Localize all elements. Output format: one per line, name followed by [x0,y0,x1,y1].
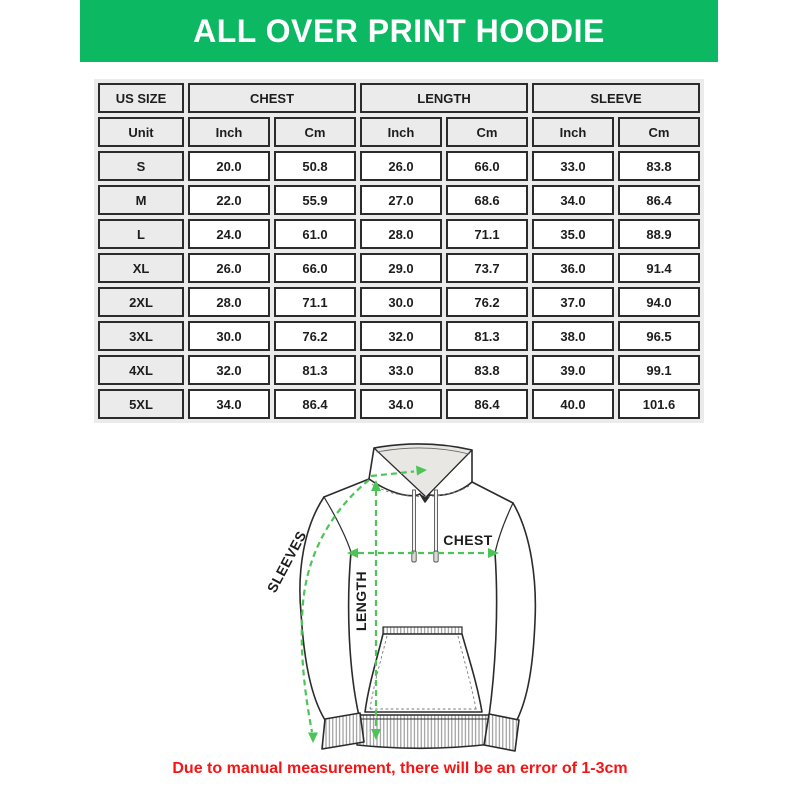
value-cell: 83.8 [618,151,700,181]
value-cell: 34.0 [360,389,442,419]
value-cell: 24.0 [188,219,270,249]
size-cell: 4XL [98,355,184,385]
value-cell: 68.6 [446,185,528,215]
value-cell: 36.0 [532,253,614,283]
size-table [94,79,704,423]
hem-and-cuffs [322,713,519,751]
table-row [98,389,700,419]
value-cell: 22.0 [188,185,270,215]
value-cell: 33.0 [532,151,614,181]
pocket [365,627,482,712]
value-cell: 71.1 [274,287,356,317]
value-cell: 38.0 [532,321,614,351]
unit-header-row [98,117,700,147]
header-us-size: US SIZE [98,83,184,113]
value-cell: 20.0 [188,151,270,181]
value-cell: 27.0 [360,185,442,215]
sleeves-label: SLEEVES [263,528,310,596]
size-cell: L [98,219,184,249]
size-cell: S [98,151,184,181]
value-cell: 86.4 [618,185,700,215]
value-cell: 28.0 [188,287,270,317]
header-length: LENGTH [360,83,528,113]
value-cell: 30.0 [188,321,270,351]
size-cell: XL [98,253,184,283]
value-cell: 33.0 [360,355,442,385]
measurement-note: Due to manual measurement, there will be an error of 1-3cm [172,760,628,777]
value-cell: 39.0 [532,355,614,385]
header-inch-chest: Inch [188,117,270,147]
hoodie-diagram [250,433,550,763]
value-cell: 76.2 [274,321,356,351]
size-cell: 5XL [98,389,184,419]
value-cell: 101.6 [618,389,700,419]
value-cell: 81.3 [446,321,528,351]
value-cell: 30.0 [360,287,442,317]
value-cell: 28.0 [360,219,442,249]
value-cell: 32.0 [188,355,270,385]
table-row [98,321,700,351]
value-cell: 26.0 [360,151,442,181]
value-cell: 99.1 [618,355,700,385]
value-cell: 66.0 [274,253,356,283]
size-table-body [98,151,700,419]
table-row [98,151,700,181]
table-row [98,185,700,215]
value-cell: 81.3 [274,355,356,385]
header-chest: CHEST [188,83,356,113]
value-cell: 32.0 [360,321,442,351]
header-inch-sleeve: Inch [532,117,614,147]
group-header-row [98,83,700,113]
value-cell: 73.7 [446,253,528,283]
value-cell: 71.1 [446,219,528,249]
value-cell: 34.0 [532,185,614,215]
table-row [98,219,700,249]
header-cm-chest: Cm [274,117,356,147]
value-cell: 29.0 [360,253,442,283]
size-table-head [98,83,700,147]
value-cell: 86.4 [446,389,528,419]
value-cell: 91.4 [618,253,700,283]
table-row [98,355,700,385]
value-cell: 86.4 [274,389,356,419]
header-cm-sleeve: Cm [618,117,700,147]
value-cell: 50.8 [274,151,356,181]
chest-label: CHEST [443,532,493,548]
value-cell: 61.0 [274,219,356,249]
value-cell: 76.2 [446,287,528,317]
size-cell: 2XL [98,287,184,317]
value-cell: 55.9 [274,185,356,215]
header-unit: Unit [98,117,184,147]
size-cell: M [98,185,184,215]
value-cell: 83.8 [446,355,528,385]
header-inch-length: Inch [360,117,442,147]
value-cell: 35.0 [532,219,614,249]
table-row [98,287,700,317]
value-cell: 34.0 [188,389,270,419]
page-title: ALL OVER PRINT HOODIE [193,12,605,49]
value-cell: 66.0 [446,151,528,181]
value-cell: 37.0 [532,287,614,317]
value-cell: 26.0 [188,253,270,283]
header-cm-length: Cm [446,117,528,147]
length-label: LENGTH [353,571,369,631]
table-row [98,253,700,283]
value-cell: 88.9 [618,219,700,249]
size-cell: 3XL [98,321,184,351]
value-cell: 96.5 [618,321,700,351]
title-banner [80,0,718,62]
header-sleeve: SLEEVE [532,83,700,113]
value-cell: 94.0 [618,287,700,317]
value-cell: 40.0 [532,389,614,419]
